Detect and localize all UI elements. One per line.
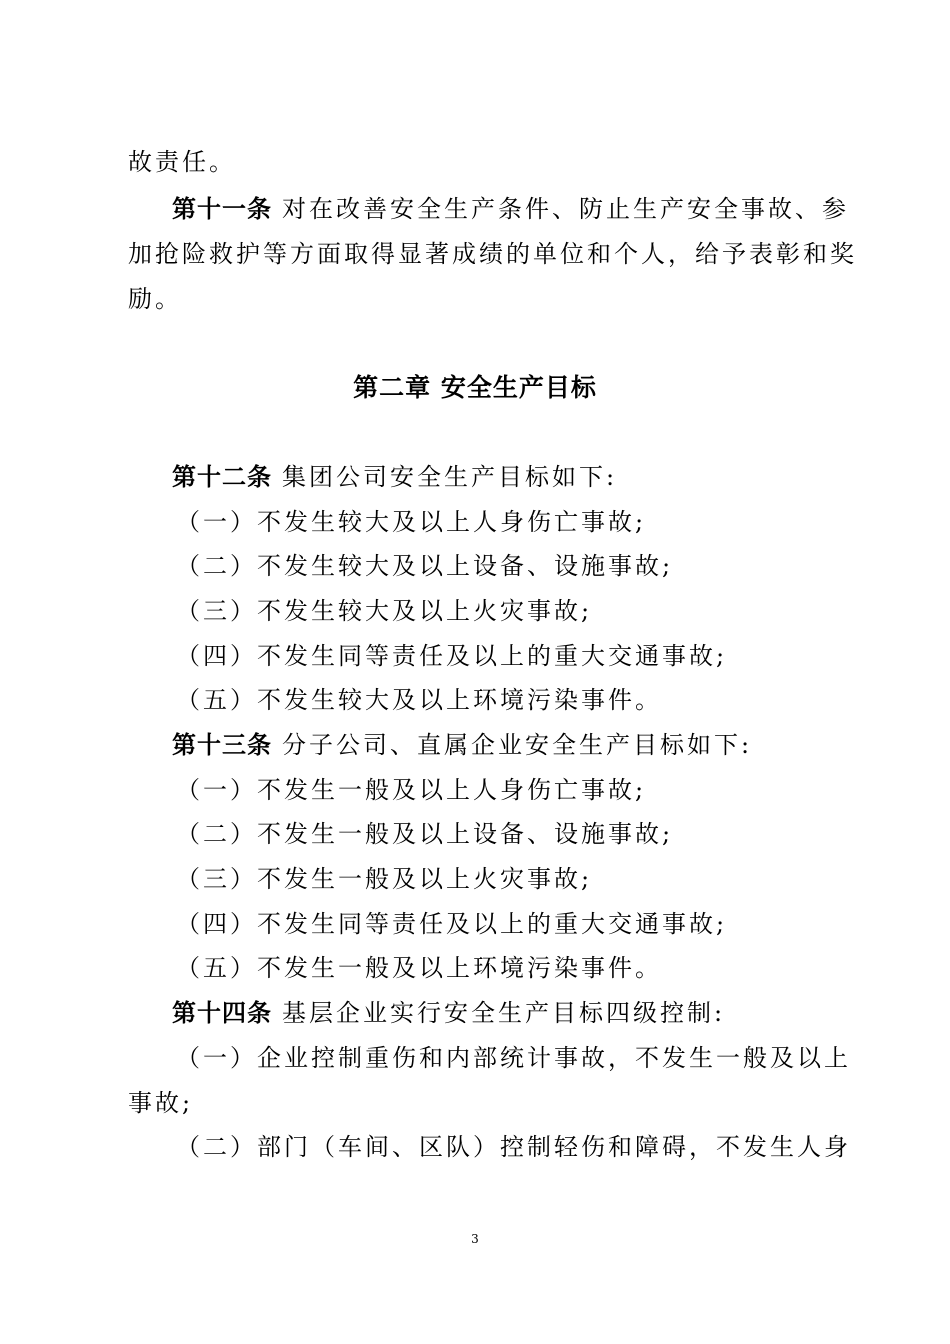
paragraph-continuation: 故责任。: [128, 148, 236, 176]
article-12-item: （三）不发生较大及以上火灾事故;: [176, 597, 593, 625]
article-13-item: （一）不发生一般及以上人身伤亡事故;: [176, 776, 647, 804]
article-13-line: [172, 729, 872, 761]
article-12-number: 第十二条: [172, 463, 272, 491]
page-number: 3: [471, 1232, 479, 1246]
article-12-item: （四）不发生同等责任及以上的重大交通事故;: [176, 642, 728, 670]
article-13-item: （四）不发生同等责任及以上的重大交通事故;: [176, 910, 728, 938]
article-11-line-3: 励。: [128, 285, 182, 313]
article-13-item: （五）不发生一般及以上环境污染事件。: [176, 954, 662, 982]
article-11-text: 对在改善安全生产条件、防止生产安全事故、参: [282, 195, 849, 223]
article-14-item-2-line-1: （二）部门（车间、区队）控制轻伤和障碍，不发生人身: [176, 1133, 851, 1161]
article-13-number: 第十三条: [172, 731, 272, 759]
article-14-item-1-line-2: 事故;: [128, 1089, 194, 1117]
chapter-title: 第二章 安全生产目标: [353, 373, 597, 402]
article-14-line: [172, 997, 872, 1029]
article-14-text: 基层企业实行安全生产目标四级控制:: [282, 999, 726, 1027]
article-13-item: （二）不发生一般及以上设备、设施事故;: [176, 820, 674, 848]
article-12-item: （五）不发生较大及以上环境污染事件。: [176, 686, 662, 714]
article-13-text: 分子公司、直属企业安全生产目标如下:: [282, 731, 753, 759]
article-12-item: （一）不发生较大及以上人身伤亡事故;: [176, 508, 647, 536]
article-12-text: 集团公司安全生产目标如下:: [282, 463, 618, 491]
article-12-line: [172, 461, 872, 493]
article-12-item: （二）不发生较大及以上设备、设施事故;: [176, 552, 674, 580]
article-14-number: 第十四条: [172, 999, 272, 1027]
article-11-line-2: 加抢险救护等方面取得显著成绩的单位和个人，给予表彰和奖: [128, 240, 857, 268]
article-11-line-1: [172, 193, 872, 225]
article-11-number: 第十一条: [172, 195, 272, 223]
article-14-item-1-line-1: （一）企业控制重伤和内部统计事故，不发生一般及以上: [176, 1044, 851, 1072]
article-13-item: （三）不发生一般及以上火灾事故;: [176, 865, 593, 893]
